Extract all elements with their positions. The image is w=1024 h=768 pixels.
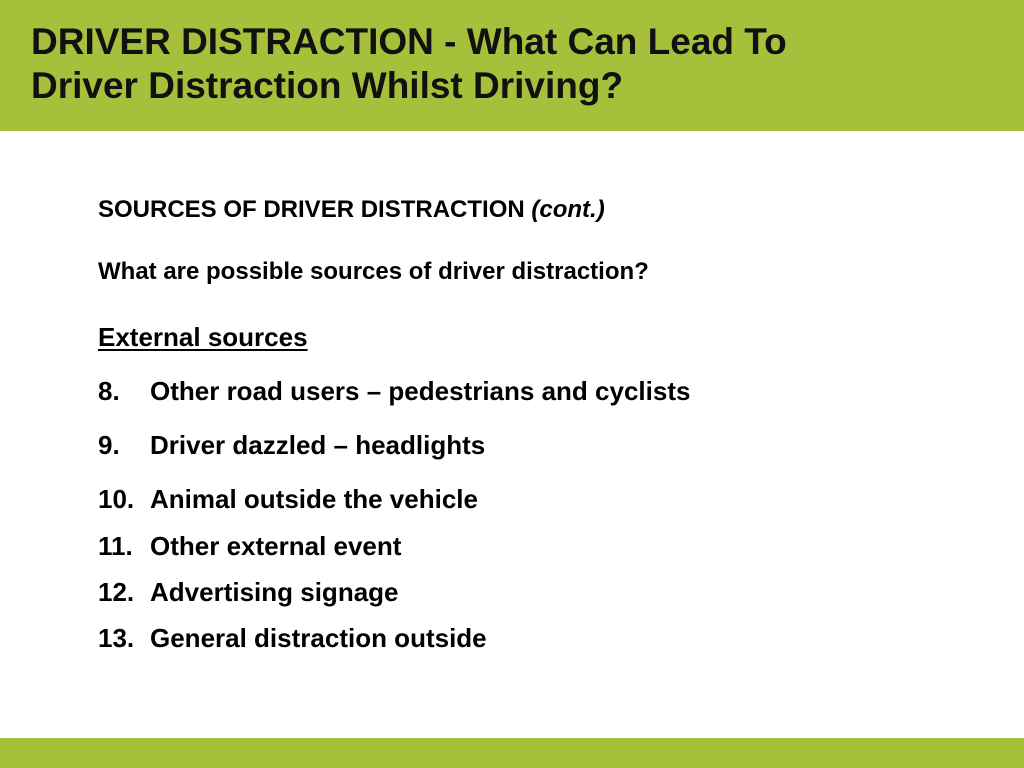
list-item-text: Other external event <box>150 531 402 561</box>
list-item <box>98 575 399 609</box>
list-item-text: Animal outside the vehicle <box>150 484 478 514</box>
footer-band <box>0 738 1024 768</box>
list-item <box>98 374 690 408</box>
list-item <box>98 621 487 655</box>
section-heading <box>98 194 605 226</box>
list-item-text: Driver dazzled – headlights <box>150 430 486 460</box>
list-item-number: 10. <box>98 484 135 514</box>
list-item <box>98 482 478 516</box>
slide-title-line-2: Driver Distraction Whilst Driving? <box>31 65 624 106</box>
external-sources-subheading: External sources <box>98 322 308 352</box>
list-item <box>98 529 401 563</box>
list-item-number: 11. <box>98 531 133 561</box>
list-item-number: 8. <box>98 376 120 406</box>
list-item-number: 12. <box>98 577 135 607</box>
list-item-number: 9. <box>98 430 120 460</box>
list-item-text: General distraction outside <box>150 623 487 653</box>
section-heading-suffix: (cont.) <box>531 196 605 223</box>
slide-title-line-1: DRIVER DISTRACTION - What Can Lead To <box>31 21 787 62</box>
section-heading-text: SOURCES OF DRIVER DISTRACTION <box>98 196 525 223</box>
list-item-number: 13. <box>98 623 135 653</box>
list-item-text: Other road users – pedestrians and cyclists <box>150 376 691 406</box>
slide-title <box>31 20 991 108</box>
list-item-text: Advertising signage <box>150 577 399 607</box>
question-text: What are possible sources of driver distraction? <box>98 258 649 285</box>
list-item <box>98 428 485 462</box>
